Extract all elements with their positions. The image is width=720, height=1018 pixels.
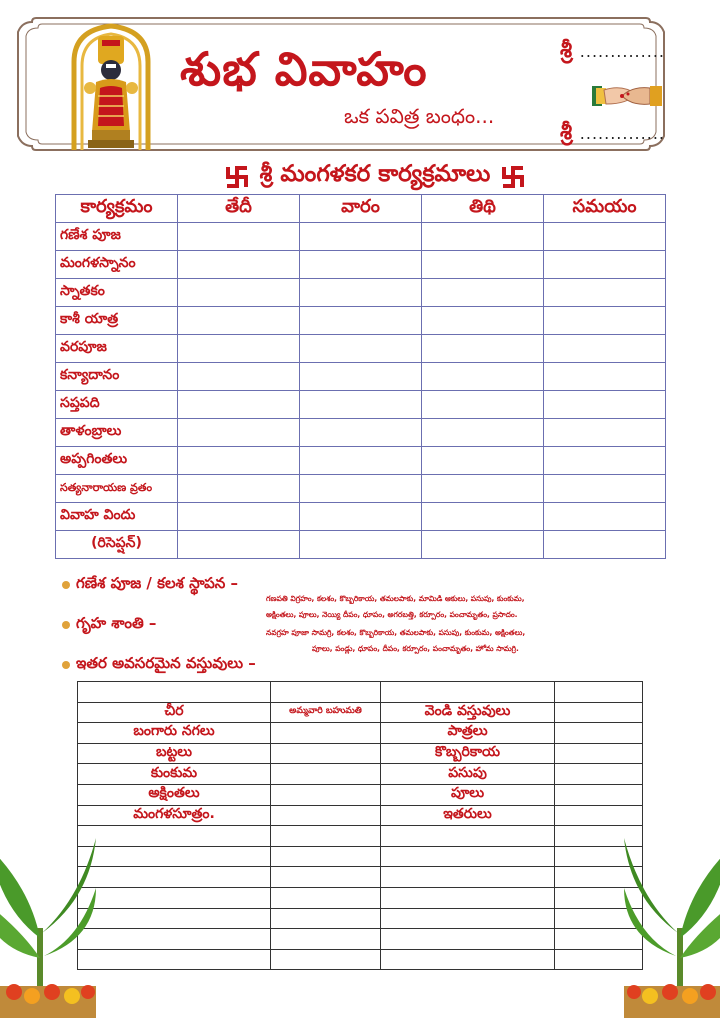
date-cell[interactable]	[178, 391, 300, 419]
item-cell: పాత్రలు	[381, 723, 555, 744]
table-row	[78, 784, 643, 805]
note-graha-label: గృహ శాంతి –	[76, 614, 157, 632]
note-other	[62, 654, 256, 676]
table-row	[56, 391, 666, 419]
table-row	[56, 251, 666, 279]
tithi-cell[interactable]	[422, 419, 544, 447]
event-name: స్నాతకం	[56, 279, 178, 307]
item-cell[interactable]	[381, 867, 555, 888]
date-cell[interactable]	[178, 363, 300, 391]
time-cell[interactable]	[544, 419, 666, 447]
item-cell[interactable]	[555, 723, 643, 744]
page-subtitle: ఒక పవిత్ర బంధం...	[344, 104, 495, 128]
tithi-cell[interactable]	[422, 335, 544, 363]
table-row	[56, 223, 666, 251]
item-cell[interactable]	[555, 764, 643, 785]
table-row	[56, 363, 666, 391]
item-cell[interactable]	[271, 682, 381, 703]
item-cell[interactable]	[555, 805, 643, 826]
tithi-cell[interactable]	[422, 531, 544, 559]
item-cell[interactable]	[271, 949, 381, 970]
table-row	[78, 908, 643, 929]
time-cell[interactable]	[544, 279, 666, 307]
day-cell[interactable]	[300, 475, 422, 503]
date-cell[interactable]	[178, 503, 300, 531]
item-cell: కొబ్బరికాయ	[381, 743, 555, 764]
sri-line-top	[560, 38, 665, 68]
table-row	[78, 682, 643, 703]
note-ganesha-items-2: అక్షింతలు, పూలు, నెయ్యి దీపం, ధూపం, అగరబత్తి, కర్పూరం, పంచామృతం, ప్రసాదం.	[266, 610, 518, 619]
item-cell[interactable]	[271, 908, 381, 929]
schedule-header-row	[56, 195, 666, 223]
date-cell[interactable]	[178, 335, 300, 363]
note-graha	[62, 614, 156, 636]
note-graha-items-2: పూలు, పండ్లు, ధూపం, దీపం, కర్పూరం, పంచామృతం, హోమ సామగ్రి.	[312, 644, 519, 653]
item-cell[interactable]	[381, 949, 555, 970]
col-header-event: కార్యక్రమం	[56, 195, 178, 223]
time-cell[interactable]	[544, 503, 666, 531]
tithi-cell[interactable]	[422, 391, 544, 419]
date-cell[interactable]	[178, 531, 300, 559]
item-cell[interactable]	[381, 682, 555, 703]
blank-field-bottom: ..............	[579, 124, 665, 143]
event-name: సత్యనారాయణ వ్రతం	[56, 475, 178, 503]
item-cell[interactable]	[78, 929, 271, 950]
table-row	[56, 419, 666, 447]
time-cell[interactable]	[544, 307, 666, 335]
bullet-icon	[62, 581, 70, 589]
note-other-label: ఇతర అవసరమైన వస్తువులు –	[76, 654, 256, 672]
date-cell[interactable]	[178, 419, 300, 447]
day-cell[interactable]	[300, 447, 422, 475]
date-cell[interactable]	[178, 447, 300, 475]
item-cell[interactable]	[271, 723, 381, 744]
item-cell[interactable]	[78, 682, 271, 703]
program-section-heading	[160, 160, 590, 194]
tithi-cell[interactable]	[422, 279, 544, 307]
day-cell[interactable]	[300, 419, 422, 447]
item-cell: పూలు	[381, 784, 555, 805]
event-name: తాళంబ్రాలు	[56, 419, 178, 447]
item-cell: మంగళసూత్రం.	[78, 805, 271, 826]
time-cell[interactable]	[544, 335, 666, 363]
table-row	[78, 867, 643, 888]
table-row	[56, 279, 666, 307]
item-cell[interactable]	[381, 908, 555, 929]
tithi-cell[interactable]	[422, 307, 544, 335]
tithi-cell[interactable]	[422, 223, 544, 251]
item-cell: ఇతరులు	[381, 805, 555, 826]
day-cell[interactable]	[300, 307, 422, 335]
time-cell[interactable]	[544, 531, 666, 559]
item-cell[interactable]	[78, 846, 271, 867]
item-cell[interactable]	[381, 846, 555, 867]
table-row	[56, 307, 666, 335]
item-cell[interactable]	[555, 682, 643, 703]
blank-field-top: ..............	[579, 42, 665, 61]
table-row	[78, 702, 643, 723]
col-header-time: సమయం	[544, 195, 666, 223]
item-cell[interactable]	[271, 743, 381, 764]
time-cell[interactable]	[544, 223, 666, 251]
date-cell[interactable]	[178, 279, 300, 307]
time-cell[interactable]	[544, 475, 666, 503]
item-cell[interactable]	[271, 784, 381, 805]
date-cell[interactable]	[178, 307, 300, 335]
day-cell[interactable]	[300, 335, 422, 363]
tithi-cell[interactable]	[422, 251, 544, 279]
table-row	[78, 846, 643, 867]
day-cell[interactable]	[300, 363, 422, 391]
event-name: అప్పగింతలు	[56, 447, 178, 475]
item-cell[interactable]	[271, 867, 381, 888]
item-cell[interactable]	[381, 929, 555, 950]
deity-icon	[68, 22, 154, 152]
item-cell[interactable]	[271, 846, 381, 867]
note-ganesha-items-1: గణపతి విగ్రహం, కలశం, కొబ్బరికాయ, తమలపాకు, మామిడి ఆకులు, పసుపు, కుంకుమ,	[266, 594, 525, 603]
event-name: మంగళస్నానం	[56, 251, 178, 279]
table-row	[78, 743, 643, 764]
table-row	[56, 475, 666, 503]
banana-plant-icon	[624, 828, 720, 1018]
item-cell[interactable]	[271, 826, 381, 847]
table-row	[78, 723, 643, 744]
tithi-cell[interactable]	[422, 475, 544, 503]
event-name: వివాహ విందు	[56, 503, 178, 531]
note-graha-items-1: నవగ్రహ పూజా సామగ్రి, కలశం, కొబ్బరికాయ, తమలపాకు, పసుపు, కుంకుమ, అక్షింతలు,	[266, 628, 526, 637]
items-table	[77, 681, 643, 970]
time-cell[interactable]	[544, 391, 666, 419]
program-section-title: శ్రీ మంగళకర కార్యక్రమాలు	[259, 161, 491, 187]
page-title: శుభ వివాహం	[180, 42, 428, 96]
joined-hands-icon	[592, 80, 662, 112]
time-cell[interactable]	[544, 363, 666, 391]
item-cell[interactable]	[271, 929, 381, 950]
table-row	[56, 503, 666, 531]
note-ganesha-label: గణేశ పూజ / కలశ స్థాపన –	[76, 574, 238, 592]
col-header-date: తేదీ	[178, 195, 300, 223]
item-cell: వెండి వస్తువులు	[381, 702, 555, 723]
item-cell[interactable]	[78, 867, 271, 888]
item-cell: చీర	[78, 702, 271, 723]
note-ganesha	[62, 574, 238, 596]
sri-label-top: శ్రీ	[560, 38, 573, 63]
event-name: కన్యాదానం	[56, 363, 178, 391]
col-header-day: వారం	[300, 195, 422, 223]
day-cell[interactable]	[300, 503, 422, 531]
table-row	[78, 826, 643, 847]
item-cell: పసుపు	[381, 764, 555, 785]
bullet-icon	[62, 621, 70, 629]
day-cell[interactable]	[300, 531, 422, 559]
event-name: (రిసెప్షన్)	[56, 531, 178, 559]
event-name: సప్తపది	[56, 391, 178, 419]
event-name: వరపూజ	[56, 335, 178, 363]
date-cell[interactable]	[178, 223, 300, 251]
table-row	[56, 531, 666, 559]
tithi-cell[interactable]	[422, 363, 544, 391]
item-cell[interactable]	[555, 702, 643, 723]
bullet-icon	[62, 661, 70, 669]
day-cell[interactable]	[300, 251, 422, 279]
item-cell[interactable]	[78, 887, 271, 908]
item-cell: బంగారు నగలు	[78, 723, 271, 744]
table-row	[78, 887, 643, 908]
item-cell: కుంకుమ	[78, 764, 271, 785]
col-header-tithi: తిథి	[422, 195, 544, 223]
table-row	[56, 335, 666, 363]
date-cell[interactable]	[178, 475, 300, 503]
date-cell[interactable]	[178, 251, 300, 279]
program-schedule-table	[55, 194, 666, 559]
table-row	[56, 447, 666, 475]
tithi-cell[interactable]	[422, 447, 544, 475]
table-row	[78, 929, 643, 950]
item-cell[interactable]	[381, 826, 555, 847]
sri-line-bottom	[560, 120, 665, 150]
table-row	[78, 949, 643, 970]
item-cell[interactable]	[271, 805, 381, 826]
item-cell[interactable]	[381, 887, 555, 908]
item-cell[interactable]	[555, 784, 643, 805]
day-cell[interactable]	[300, 223, 422, 251]
item-cell[interactable]	[78, 908, 271, 929]
swastika-icon	[500, 164, 526, 190]
banana-plant-icon	[0, 828, 96, 1018]
sri-label-bottom: శ్రీ	[560, 120, 573, 145]
item-cell: బట్టలు	[78, 743, 271, 764]
event-name: గణేశ పూజ	[56, 223, 178, 251]
table-row	[78, 764, 643, 785]
day-cell[interactable]	[300, 279, 422, 307]
time-cell[interactable]	[544, 251, 666, 279]
item-cell[interactable]	[78, 949, 271, 970]
item-cell[interactable]	[271, 764, 381, 785]
day-cell[interactable]	[300, 391, 422, 419]
tithi-cell[interactable]	[422, 503, 544, 531]
swastika-icon	[224, 164, 250, 190]
time-cell[interactable]	[544, 447, 666, 475]
item-cell[interactable]	[78, 826, 271, 847]
event-name: కాశీ యాత్ర	[56, 307, 178, 335]
item-cell[interactable]	[555, 743, 643, 764]
table-row	[78, 805, 643, 826]
item-cell[interactable]	[271, 887, 381, 908]
item-cell: అమ్మవారి బహుమతి	[271, 702, 381, 723]
item-cell: అక్షింతలు	[78, 784, 271, 805]
